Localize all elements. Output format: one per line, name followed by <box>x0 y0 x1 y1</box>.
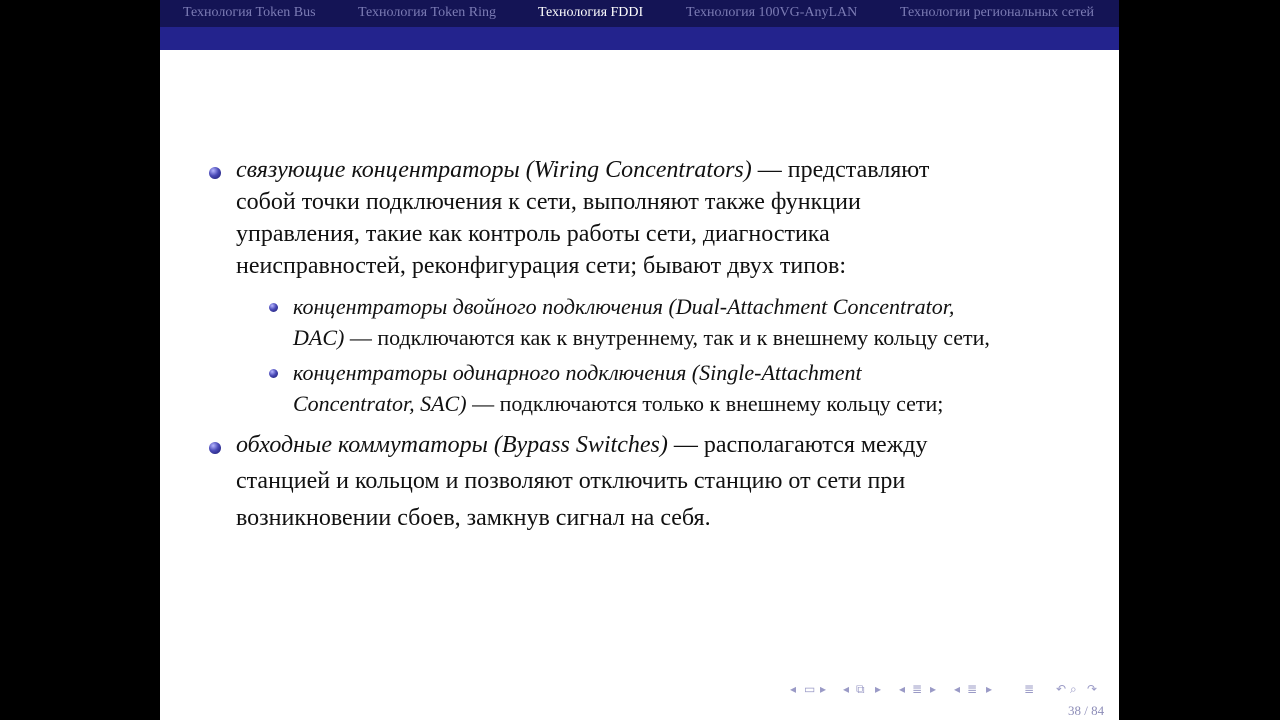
item2-line3: возникновении сбоев, замкнув сигнал на себя. <box>236 505 711 531</box>
sub2-line2 <box>293 391 943 417</box>
slide <box>160 0 1119 720</box>
nav-subsection-next-icon[interactable]: ▸ <box>875 682 882 696</box>
item1-line1 <box>236 157 929 184</box>
item2-line1 <box>236 432 928 459</box>
nav-section-token-bus[interactable]: Технология Token Bus <box>183 5 316 20</box>
item1-line2: собой точки подключения к сети, выполняют также функции <box>236 189 861 215</box>
slide-content <box>160 0 1119 720</box>
sub1-term-line2: DAC) <box>293 325 345 350</box>
nav-section-icon[interactable]: ≣ <box>912 682 923 696</box>
nav-forward-icon[interactable]: ↷ <box>1087 682 1098 696</box>
nav-section-regional-networks[interactable]: Технологии региональных сетей <box>900 5 1095 20</box>
bullet-icon <box>209 167 221 179</box>
nav-presentation-next-icon[interactable]: ▸ <box>986 682 993 696</box>
sub1-line1 <box>293 294 954 320</box>
nav-subsection-prev-icon[interactable]: ◂ <box>843 682 850 696</box>
nav-frame-icon[interactable]: ▭ <box>804 682 816 696</box>
nav-frame-prev-icon[interactable]: ◂ <box>790 682 797 696</box>
nav-back-icon[interactable]: ↶ <box>1056 682 1067 696</box>
nav-appendix-icon[interactable]: ≣ <box>1024 682 1035 696</box>
item1-term: связующие концентраторы (Wiring Concentrators) <box>236 157 752 183</box>
item1-line4: неисправностей, реконфигурация сети; бывают двух типов: <box>236 253 847 279</box>
nav-section-fddi[interactable]: Технология FDDI <box>538 5 644 20</box>
item2-line2: станцией и кольцом и позволяют отключить станцию от сети при <box>236 468 906 494</box>
sub-bullet-icon <box>269 303 278 312</box>
nav-frame-next-icon[interactable]: ▸ <box>820 682 827 696</box>
sub2-line1 <box>293 360 862 386</box>
sub1-term-line1: концентраторы двойного подключения (Dual-Attachment Concentrator, <box>293 294 955 319</box>
sub2-rest: — подключаются только к внешнему кольцу сети; <box>466 391 944 416</box>
sub2-term-line2: Concentrator, SAC) <box>293 391 467 416</box>
sub-bullet-icon <box>269 369 278 378</box>
item1-line1-rest: — представляют <box>751 157 930 183</box>
nav-presentation-icon[interactable]: ≣ <box>967 682 978 696</box>
nav-section-100vg-anylan[interactable]: Технология 100VG-AnyLAN <box>686 5 858 20</box>
bullet-icon <box>209 442 221 454</box>
nav-section-token-ring[interactable]: Технология Token Ring <box>358 5 497 20</box>
nav-presentation-prev-icon[interactable]: ◂ <box>954 682 961 696</box>
item1-line3: управления, такие как контроль работы сети, диагностика <box>236 221 830 247</box>
nav-search-icon[interactable]: ⌕ <box>1070 682 1077 696</box>
item2-line1-rest: — располагаются между <box>667 432 928 458</box>
nav-section-prev-icon[interactable]: ◂ <box>899 682 906 696</box>
page-number: 38 / 84 <box>1068 703 1105 718</box>
sub1-rest: — подключаются как к внутреннему, так и к внешнему кольцу сети, <box>344 325 990 350</box>
sub1-line2 <box>293 325 990 351</box>
sub2-term-line1: концентраторы одинарного подключения (Single-Attachment <box>293 360 862 385</box>
item2-term: обходные коммутаторы (Bypass Switches) <box>236 432 668 458</box>
nav-subsection-icon[interactable]: ⧉ <box>856 682 865 696</box>
nav-section-next-icon[interactable]: ▸ <box>930 682 937 696</box>
